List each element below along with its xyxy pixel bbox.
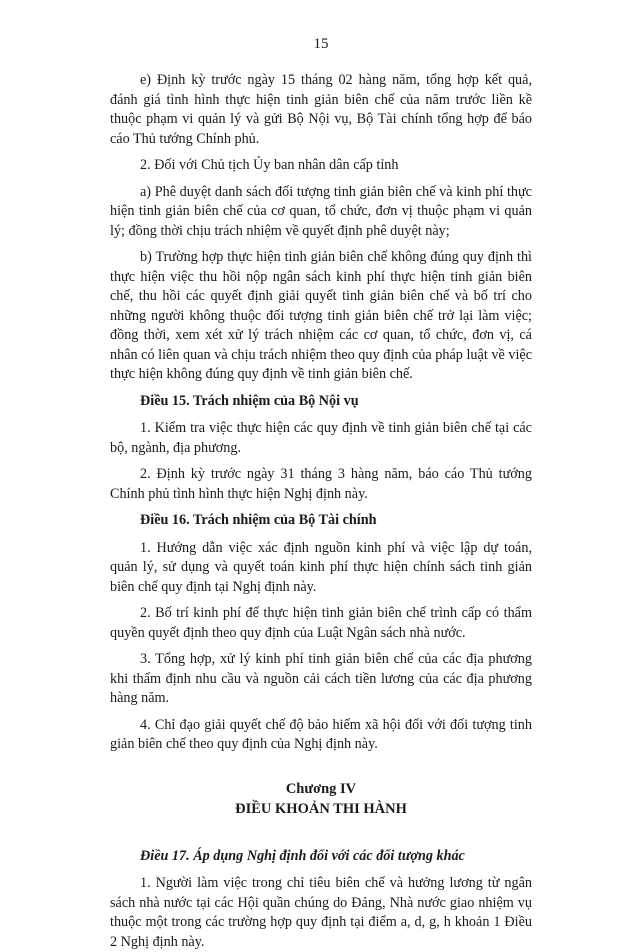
article-17-heading: Điều 17. Áp dụng Nghị định đối với các đối tượng khác (140, 847, 465, 864)
article-16-item-1: 1. Hướng dẫn việc xác định nguồn kinh phí và việc lập dự toán, quản lý, sử dụng và quyết toán kinh phí thực hiện chính sách tinh giản biên chế quy định tại Nghị định này. (110, 539, 532, 595)
chapter-label: Chương IV (285, 780, 357, 797)
article-15-item-1: 1. Kiểm tra việc thực hiện các quy định về tinh giản biên chế tại các bộ, ngành, địa phương. (110, 420, 532, 456)
article-16-item-3: 3. Tổng hợp, xử lý kinh phí tinh giản biên chế của các địa phương khi thẩm định nhu cầu và nguồn cải cách tiền lương của các địa phương hàng năm. (110, 651, 532, 706)
article-16-item-2: 2. Bố trí kinh phí để thực hiện tinh giản biên chế trình cấp có thẩm quyền quyết định theo quy định của Luật Ngân sách nhà nước. (110, 605, 532, 641)
article-16-heading: Điều 16. Trách nhiệm của Bộ Tài chính (140, 512, 377, 528)
paragraph-section-2: 2. Đối với Chủ tịch Ủy ban nhân dân cấp tỉnh (140, 157, 399, 173)
paragraph-a: a) Phê duyệt danh sách đối tượng tinh giản biên chế và kinh phí thực hiện tinh giản biên chế của cơ quan, tổ chức, đơn vị thuộc phạm vi quản lý; đồng thời chịu trách nhiệm về quyết định phê duyệt này; (110, 183, 532, 239)
page-number: 15 (313, 36, 329, 52)
article-17-item-1: 1. Người làm việc trong chỉ tiêu biên chế và hưởng lương từ ngân sách nhà nước tại các Hội quần chúng do Đảng, Nhà nước giao nhiệm vụ thuộc một trong các trường hợp quy định tại điểm a, d, g, h khoản 1 Điều 2 Nghị định này. (110, 875, 532, 950)
chapter-block (110, 779, 532, 819)
chapter-title: ĐIỀU KHOẢN THI HÀNH (235, 800, 407, 817)
paragraph-b: b) Trường hợp thực hiện tinh giản biên chế không đúng quy định thì thực hiện việc thu hồi nộp ngân sách kinh phí thực hiện tinh giản biên chế, thu hồi các quyết định giải quyết tinh giản biên chế và bố trí cho những người không thuộc đối tượng tinh giản biên chế trở lại làm việc; đồng thời, xem xét xử lý trách nhiệm các cơ quan, tổ chức, đơn vị, cá nhân có liên quan và chịu trách nhiệm theo quy định của pháp luật về việc thực hiện không đúng quy định về tinh giản biên chế. (110, 249, 532, 382)
article-15-heading: Điều 15. Trách nhiệm của Bộ Nội vụ (140, 392, 359, 409)
article-16-item-4: 4. Chỉ đạo giải quyết chế độ bảo hiểm xã hội đối với đối tượng tinh giản biên chế theo quy định của Nghị định này. (110, 716, 532, 752)
article-15-item-2: 2. Định kỳ trước ngày 31 tháng 3 hàng năm, báo cáo Thủ tướng Chính phủ tình hình thực hiện Nghị định này. (110, 466, 532, 502)
paragraph-e: e) Định kỳ trước ngày 15 tháng 02 hàng năm, tổng hợp kết quả, đánh giá tình hình thực hiện tinh giản biên chế của năm trước liền kề thuộc phạm vi quản lý và gửi Bộ Nội vụ, Bộ Tài chính tổng hợp để báo cáo Thủ tướng Chính phủ. (110, 72, 532, 147)
